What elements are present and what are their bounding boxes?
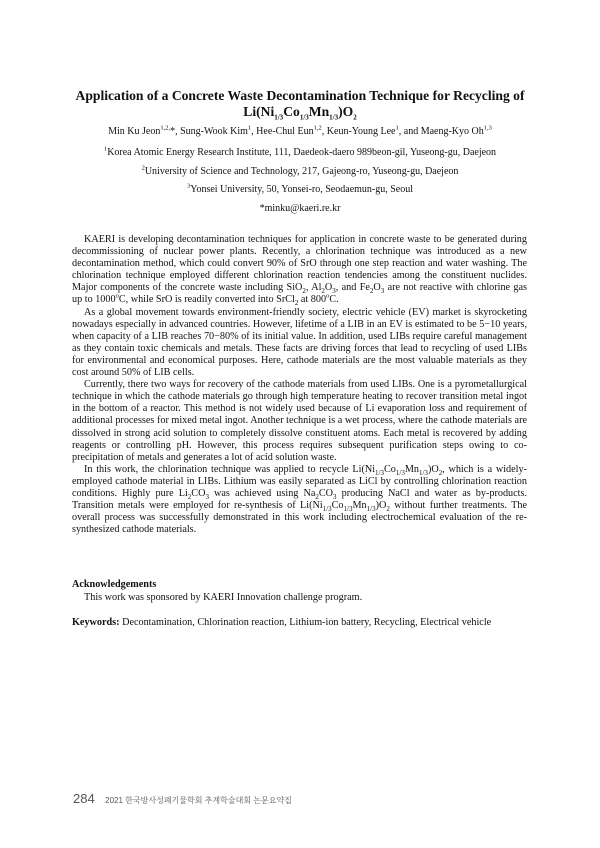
title-formula: $Li(Ni_{1/3}Co_{1/3}Mn_{1/3})O_2$ [243, 104, 357, 122]
abstract-paragraph: As a global movement towards environment-friendly society, electric vehicle (EV) market is skyrocketing nowadays especially in advanced countries. However, lifetime of a LIB in an EV is estimated to be 5−10 years, when capacity of a LIB reaches 70−80% of its initial value. In addition, used LIBs require careful management as they contain toxic chemicals and metals. These facts are driving forces that lead to recycling of used LIBs for environmental and economical purposes. Here, cathode materials are the most valuable materials as they cost around 50% of LIB cells. [72, 306, 527, 379]
author: Min Ku Jeon$^{1,2,}$*, [108, 124, 181, 137]
affiliation: $^3$Yonsei University, 50, Yonsei-ro, Seodaemun-gu, Seoul [186, 182, 414, 195]
keywords-label: Keywords: [72, 617, 120, 628]
abstract-paragraph: KAERI is developing decontamination techniques for application in concrete waste to be generated during decommissioning of nuclear power plants. Recently, a chlorination technique was introduced as a new decontamination method, which could convert 90% of SrO through one step reaction and water washing. The chlorination technique employed different chlorination reaction tendencies among the constituent nuclides. Major components of the concrete waste including SiO$_2$, $Al_2O_3$, and $Fe_2O_3$ are not reactive with chlorine gas up to 1000$^o$C, while SrO is readily converted into SrCl$_2$ at 800$^o$C. [72, 234, 527, 308]
keywords-text: Decontamination, Chlorination reaction, Lithium-ion battery, Recycling, Electrical vehicle [119, 617, 492, 628]
affiliation: $^1$Korea Atomic Energy Research Institute, 111, Daedeok-daero 989beon-gil, Yuseong-gu, Daejeon [103, 145, 497, 158]
acknowledgements-heading: Acknowledgements [72, 579, 157, 590]
corresponding-email: *minku@kaeri.re.kr [259, 203, 341, 214]
affiliation: $^2$University of Science and Technology, 217, Gajeong-ro, Yuseong-gu, Daejeon [141, 164, 459, 177]
abstract-body [72, 234, 527, 536]
page-footer [73, 790, 292, 808]
author: Maeng-Kyo Oh$^{1,3}$ [420, 124, 492, 137]
acknowledgements-text: This work was sponsored by KAERI Innovation challenge program. [84, 592, 363, 603]
author-list [40, 126, 560, 138]
page-number: 284 [73, 791, 95, 806]
paper-title: Application of a Concrete Waste Decontamination Technique for Recycling of $Li(Ni_{1/3}Co_{1/3}Mn_{1/3})O_2$ [75, 88, 525, 122]
keywords [72, 617, 491, 629]
conference-name: 2021 한국방사성폐기물학회 추계학술대회 논문요약집 [105, 796, 292, 805]
author: Keun-Young Lee$^1$, and [326, 124, 421, 137]
author: Hee-Chul Eun$^{1,2}$, [256, 124, 327, 137]
abstract-paragraph: In this work, the chlorination technique was applied to recycle $Li(Ni_{1/3}Co_{1/3}Mn_{1/3})O_2$, which is a widely-employed cathode material in LIBs. Lithium was easily separated as LiCl by controlling chlorination reaction conditions. Highly pure $Li_2CO_3$ was achieved using $Na_2CO_3$ producing NaCl and water as by-products. Transition metals were employed for re-synthesis of $Li(Ni_{1/3}Co_{1/3}Mn_{1/3})O_2$ without further treatments. The overall process was successfully demonstrated in this work including electrochemical evaluation of the re-synthesized cathode materials. [72, 463, 528, 536]
abstract-paragraph: Currently, there two ways for recovery of the cathode materials from used LIBs. One is a pyrometallurgical technique in which the cathode materials go through high temperature heating to recover transition metal ingot in the bottom of a reactor. This method is not widely used because of Li evaporation loss and requirement of additional processes for mixed metal ingot. Another technique is a wet process, where the cathode materials are dissolved in strong acid solution to completely dissolve constituent atoms. Each metal is recovered by adding reagents or controlling pH. However, this process requires subsequent purification steps owing to co-precipitation of metals and generates a lot of acid solution waste. [72, 379, 527, 463]
author: Sung-Wook Kim$^1$, [180, 124, 257, 137]
